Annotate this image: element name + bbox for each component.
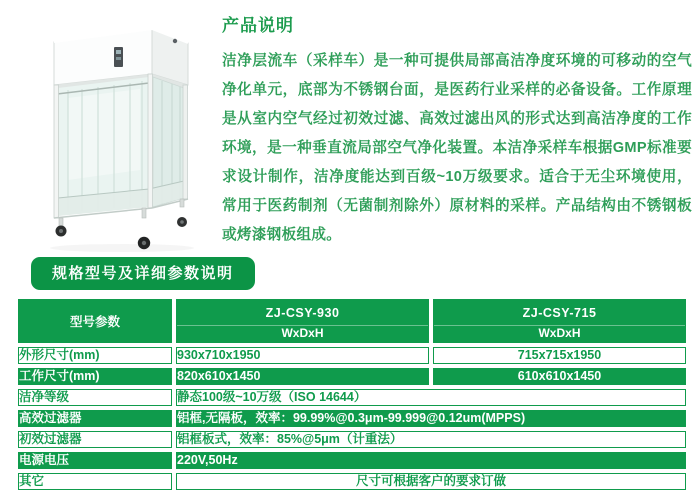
row-label: 外形尺寸(mm) [18,347,172,364]
row-value: 铝框,无隔板，效率：99.99%@0.3μm-99.999@0.12um(MPPS) [176,410,686,427]
row-value-2: 715x715x1950 [433,347,686,364]
spec-row-power [18,452,686,469]
row-label: 初效过滤器 [18,431,172,448]
row-label: 电源电压 [18,452,172,469]
product-description [222,16,692,250]
header-param-label: 型号参数 [18,299,172,343]
row-value: 尺寸可根据客户的要求订做 [176,473,686,490]
model-name-1: ZJ-CSY-930 [265,306,340,320]
spec-row-other [18,473,686,490]
product-photo [24,10,200,256]
row-value: 静态100级~10万级（ISO 14644） [176,389,686,406]
row-value-2: 610x610x1450 [433,368,686,385]
spec-row-pre-filter [18,431,686,448]
row-value-1: 820x610x1450 [176,368,429,385]
row-label: 洁净等级 [18,389,172,406]
spec-row-clean-class [18,389,686,406]
row-value: 铝框板式，效率：85%@5μm（计重法） [176,431,686,448]
spec-row-hepa-filter [18,410,686,427]
spec-row-overall-size [18,347,686,364]
power-port-dot [173,39,177,43]
row-value-1: 930x710x1950 [176,347,429,364]
product-description-title: 产品说明 [222,16,294,35]
header-model-1 [176,299,429,343]
product-description-text: 洁净层流车（采样车）是一种可提供局部高洁净度环境的可移动的空气净化单元，底部为不锈钢台面，是医药行业采样的必备设备。工作原理是从室内空气经过初效过滤、高效过滤出风的形式达到高洁净度的工作环境，是一种垂直流局部空气净化装置。本洁净采样车根据GMP标准要求设计制作，洁净度能达到百级~10万级要求。适合于无尘环境使用，常用于医药制剂（无菌制剂除外）原材料的采样。产品结构由不锈钢板或烤漆钢板组成。 [222,53,692,243]
spec-header-row [18,299,686,343]
spec-row-work-size [18,368,686,385]
header-model-2 [433,299,686,343]
laminar-flow-cart-illustration [24,10,200,256]
row-label: 工作尺寸(mm) [18,368,172,385]
model-dims-2: WxDxH [434,325,685,342]
model-dims-1: WxDxH [177,325,428,342]
row-label: 高效过滤器 [18,410,172,427]
spec-table [14,295,690,494]
spec-section-badge: 规格型号及详细参数说明 [31,257,255,290]
row-label: 其它 [18,473,172,490]
row-value: 220V,50Hz [176,452,686,469]
model-name-2: ZJ-CSY-715 [522,306,597,320]
